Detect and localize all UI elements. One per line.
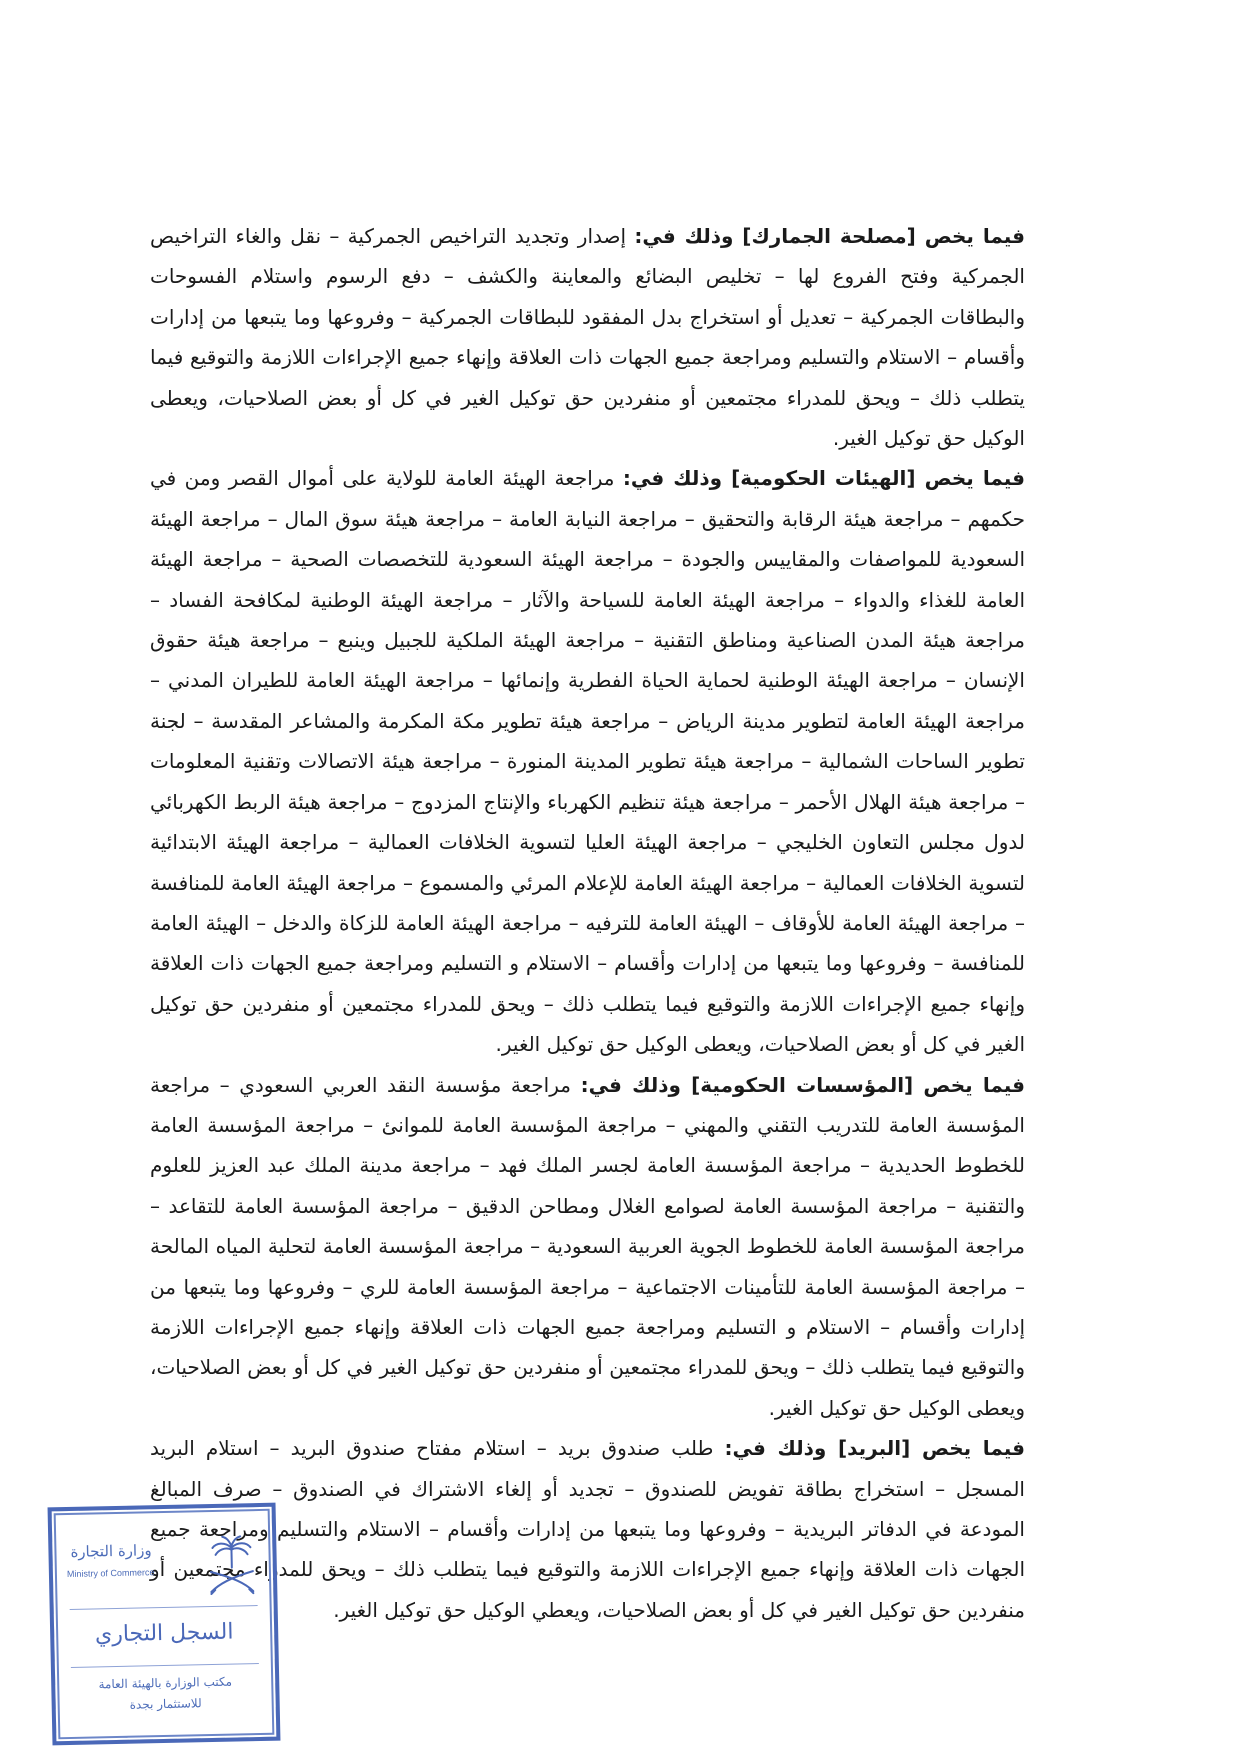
- stamp-ministry-english: Ministry of Commerce: [66, 1567, 155, 1580]
- paragraph-text: مراجعة الهيئة العامة للولاية على أموال القصر ومن في حكمهم – مراجعة هيئة الرقابة والتحقيق – مراجعة النيابة العامة – مراجعة هيئة سوق المال – مراجعة الهيئة السعودية للمواصفات والمقاييس والجودة – مراجعة الهيئة السعودية للتخصصات الصحية – مراجعة الهيئة العامة للغذاء والدواء – مراجعة الهيئة العامة للسياحة والآثار – مراجعة الهيئة الوطنية لمكافحة الفساد – مراجعة هيئة المدن الصناعية ومناطق التقنية – مراجعة الهيئة الملكية للجبيل وينبع – مراجعة هيئة حقوق الإنسان – مراجعة الهيئة الوطنية لحماية الحياة الفطرية وإنمائها – مراجعة الهيئة العامة للطيران المدني – مراجعة الهيئة العامة لتطوير مدينة الرياض – مراجعة هيئة تطوير مكة المكرمة والمشاعر المقدسة – لجنة تطوير الساحات الشمالية – مراجعة هيئة تطوير المدينة المنورة – مراجعة هيئة الاتصالات وتقنية المعلومات – مراجعة هيئة الهلال الأحمر – مراجعة هيئة تنظيم الكهرباء والإنتاج المزدوج – مراجعة هيئة الربط الكهربائي لدول مجلس التعاون الخليجي – مراجعة الهيئة العليا لتسوية الخلافات العمالية – مراجعة الهيئة الابتدائية لتسوية الخلافات العمالية – مراجعة الهيئة العامة للإعلام المرئي والمسموع – مراجعة الهيئة العامة للمنافسة – مراجعة الهيئة العامة للأوقاف – الهيئة العامة للترفيه – مراجعة الهيئة العامة للزكاة والدخل – الهيئة العامة للمنافسة – وفروعها وما يتبعها من إدارات وأقسام – الاستلام و التسليم ومراجعة جميع الجهات ذات العلاقة وإنهاء جميع الإجراءات اللازمة والتوقيع فيما يتطلب ذلك – ويحق للمدراء مجتمعين أو منفردين حق توكيل الغير في كل أو بعض الصلاحيات، ويعطى الوكيل حق توكيل الغير.: [150, 466, 1025, 1057]
- paragraph-post: [150, 1428, 1025, 1630]
- stamp-title: السجل التجاري: [94, 1619, 234, 1648]
- paragraph-customs: [150, 216, 1025, 458]
- stamp-divider: [70, 1605, 258, 1610]
- paragraph-text: طلب صندوق بريد – استلام مفتاح صندوق البريد – استلام البريد المسجل – استخراج بطاقة تفويض للصندوق – تجديد أو إلغاء الاشتراك في الصندوق – صرف المبالغ المودعة في الدفاتر البريدية – وفروعها وما يتبعها من إدارات وأقسام – الاستلام والتسليم ومراجعة جميع الجهات ذات العلاقة وإنهاء جميع الإجراءات اللازمة والتوقيع فيما يتطلب ذلك – ويحق للمدراء مجتمعين أو منفردين حق توكيل الغير في كل أو بعض الصلاحيات، ويعطي الوكيل حق توكيل الغير.: [150, 1436, 1025, 1622]
- paragraph-text: مراجعة مؤسسة النقد العربي السعودي – مراجعة المؤسسة العامة للتدريب التقني والمهني – مراجعة المؤسسة العامة للموانئ – مراجعة المؤسسة العامة للخطوط الحديدية – مراجعة المؤسسة العامة لجسر الملك فهد – مراجعة مدينة الملك عبد العزيز للعلوم والتقنية – مراجعة المؤسسة العامة لصوامع الغلال ومطاحن الدقيق – مراجعة المؤسسة العامة للتقاعد – مراجعة المؤسسة العامة للخطوط الجوية العربية السعودية – مراجعة المؤسسة العامة لتحلية المياه المالحة – مراجعة المؤسسة العامة للتأمينات الاجتماعية – مراجعة المؤسسة العامة للري – وفروعها وما يتبعها من إدارات وأقسام – الاستلام و التسليم ومراجعة جميع الجهات ذات العلاقة وإنهاء جميع الإجراءات اللازمة والتوقيع فيما يتطلب ذلك – ويحق للمدراء مجتمعين أو منفردين حق توكيل الغير في كل أو بعض الصلاحيات، ويعطى الوكيل حق توكيل الغير.: [150, 1072, 1025, 1420]
- commercial-register-stamp: [48, 1503, 281, 1746]
- palm-swords-emblem-icon: [204, 1533, 259, 1596]
- stamp-city: للاستثمار بجدة: [129, 1696, 202, 1712]
- document-body: [150, 216, 1025, 1630]
- stamp-office: مكتب الوزارة بالهيئة العامة: [98, 1674, 233, 1692]
- paragraph-government-authorities: [150, 458, 1025, 1064]
- stamp-ministry-arabic: وزارة التجارة: [70, 1541, 152, 1561]
- paragraph-government-institutions: [150, 1065, 1025, 1429]
- paragraph-lead: فيما يخص [الهيئات الحكومية] وذلك في:: [622, 466, 1025, 491]
- stamp-divider: [71, 1663, 259, 1668]
- paragraph-lead: فيما يخص [المؤسسات الحكومية] وذلك في:: [580, 1072, 1026, 1097]
- paragraph-lead: فيما يخص [مصلحة الجمارك] وذلك في:: [634, 224, 1025, 248]
- paragraph-text: إصدار وتجديد التراخيص الجمركية – نقل والغاء التراخيص الجمركية وفتح الفروع لها – تخليص البضائع والمعاينة والكشف – دفع الرسوم واستلام الفسوحات والبطاقات الجمركية – تعديل أو استخراج بدل المفقود للبطاقات الجمركية – وفروعها وما يتبعها من إدارات وأقسام – الاستلام والتسليم ومراجعة جميع الجهات ذات العلاقة وإنهاء جميع الإجراءات اللازمة والتوقيع فيما يتطلب ذلك – ويحق للمدراء مجتمعين أو منفردين حق توكيل الغير في كل أو بعض الصلاحيات، ويعطى الوكيل حق توكيل الغير.: [150, 224, 1025, 451]
- paragraph-lead: فيما يخص [البريد] وذلك في:: [724, 1436, 1025, 1461]
